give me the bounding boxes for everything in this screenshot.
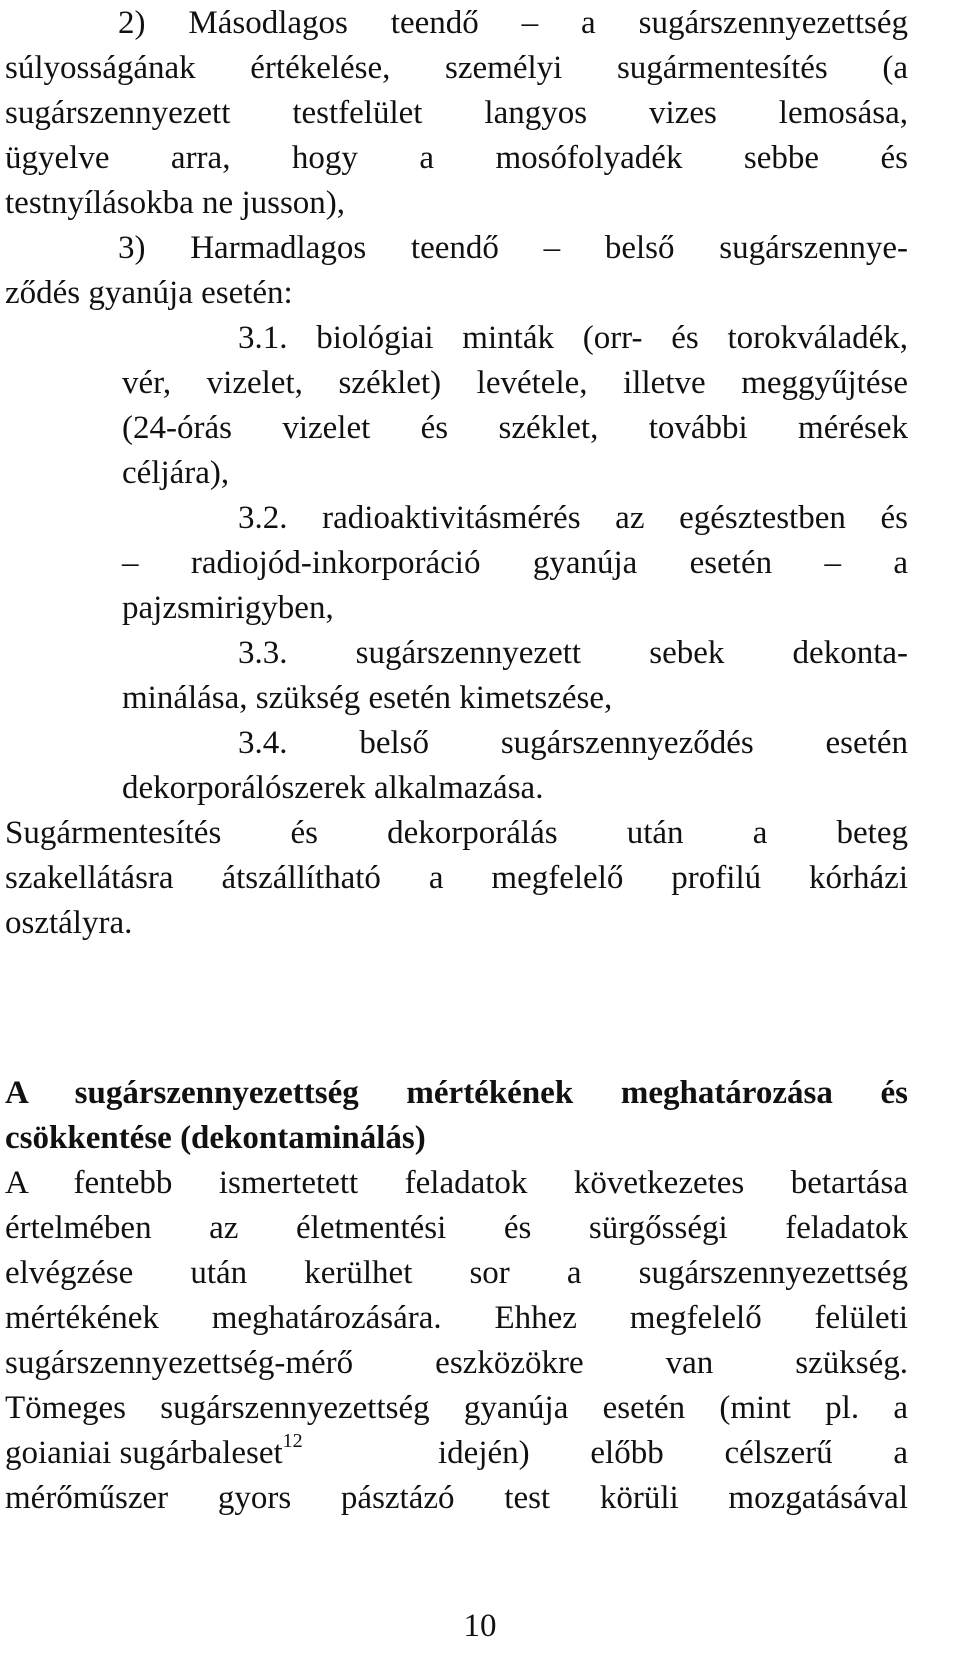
footnote-marker[interactable]: 12 bbox=[282, 1430, 303, 1452]
text-line: minálása, szükség esetén kimetszése, bbox=[122, 680, 613, 716]
text-line: testnyílásokba ne jusson), bbox=[5, 185, 346, 221]
text-line: pajzsmirigyben, bbox=[122, 590, 334, 626]
text-line: 3.3. sugárszennyezett sebek dekonta- bbox=[238, 635, 908, 671]
text-line: szakellátásra átszállítható a megfelelő profilú kórházi bbox=[5, 860, 908, 896]
text-line: ügyelve arra, hogy a mosófolyadék sebbe és bbox=[5, 140, 908, 176]
text-line-with-footnote bbox=[5, 1430, 908, 1476]
text-line: 3.2. radioaktivitásmérés az egésztestben és bbox=[238, 500, 908, 536]
text-line: mértékének meghatározására. Ehhez megfelelő felületi bbox=[5, 1300, 908, 1336]
text-line: 3.1. biológiai minták (orr- és torokváladék, bbox=[238, 320, 908, 356]
text-line: vér, vizelet, széklet) levétele, illetve meggyűjtése bbox=[122, 365, 908, 401]
text-line: Sugármentesítés és dekorporálás után a beteg bbox=[5, 815, 908, 851]
text-line: dekorporálószerek alkalmazása. bbox=[122, 770, 544, 806]
text-line: ződés gyanúja esetén: bbox=[5, 275, 293, 311]
text-line: elvégzése után kerülhet sor a sugárszennyezettség bbox=[5, 1255, 908, 1291]
text-line: – radiojód-inkorporáció gyanúja esetén – a bbox=[122, 545, 908, 581]
text-segment bbox=[5, 1430, 303, 1476]
text-line: Tömeges sugárszennyezettség gyanúja esetén (mint pl. a bbox=[5, 1390, 908, 1426]
page-number: 10 bbox=[463, 1608, 497, 1644]
text-line: sugárszennyezettség-mérő eszközökre van szükség. bbox=[5, 1345, 908, 1381]
text-line: súlyosságának értékelése, személyi sugármentesítés (a bbox=[5, 50, 908, 86]
section-heading: csökkentése (dekontaminálás) bbox=[5, 1120, 426, 1156]
text-line: 3.4. belső sugárszennyeződés esetén bbox=[238, 725, 908, 761]
text-line: osztályra. bbox=[5, 905, 133, 941]
text-line: értelmében az életmentési és sürgősségi feladatok bbox=[5, 1210, 908, 1246]
text-line: 3) Harmadlagos teendő – belső sugárszennye- bbox=[118, 230, 908, 266]
text-line: mérőműszer gyors pásztázó test körüli mozgatásával bbox=[5, 1480, 908, 1516]
text-line: céljára), bbox=[122, 455, 230, 491]
text-segment-start: goianiai sugárbaleset bbox=[5, 1435, 283, 1471]
text-line: sugárszennyezett testfelület langyos vizes lemosása, bbox=[5, 95, 908, 131]
section-heading: A sugárszennyezettség mértékének meghatározása és bbox=[5, 1075, 908, 1111]
text-line: (24-órás vizelet és széklet, további mérések bbox=[122, 410, 908, 446]
text-line: A fentebb ismertetett feladatok következetes betartása bbox=[5, 1165, 908, 1201]
text-line: 2) Másodlagos teendő – a sugárszennyezettség bbox=[118, 5, 908, 41]
text-segment-end: idején) előbb célszerű a bbox=[438, 1435, 908, 1471]
